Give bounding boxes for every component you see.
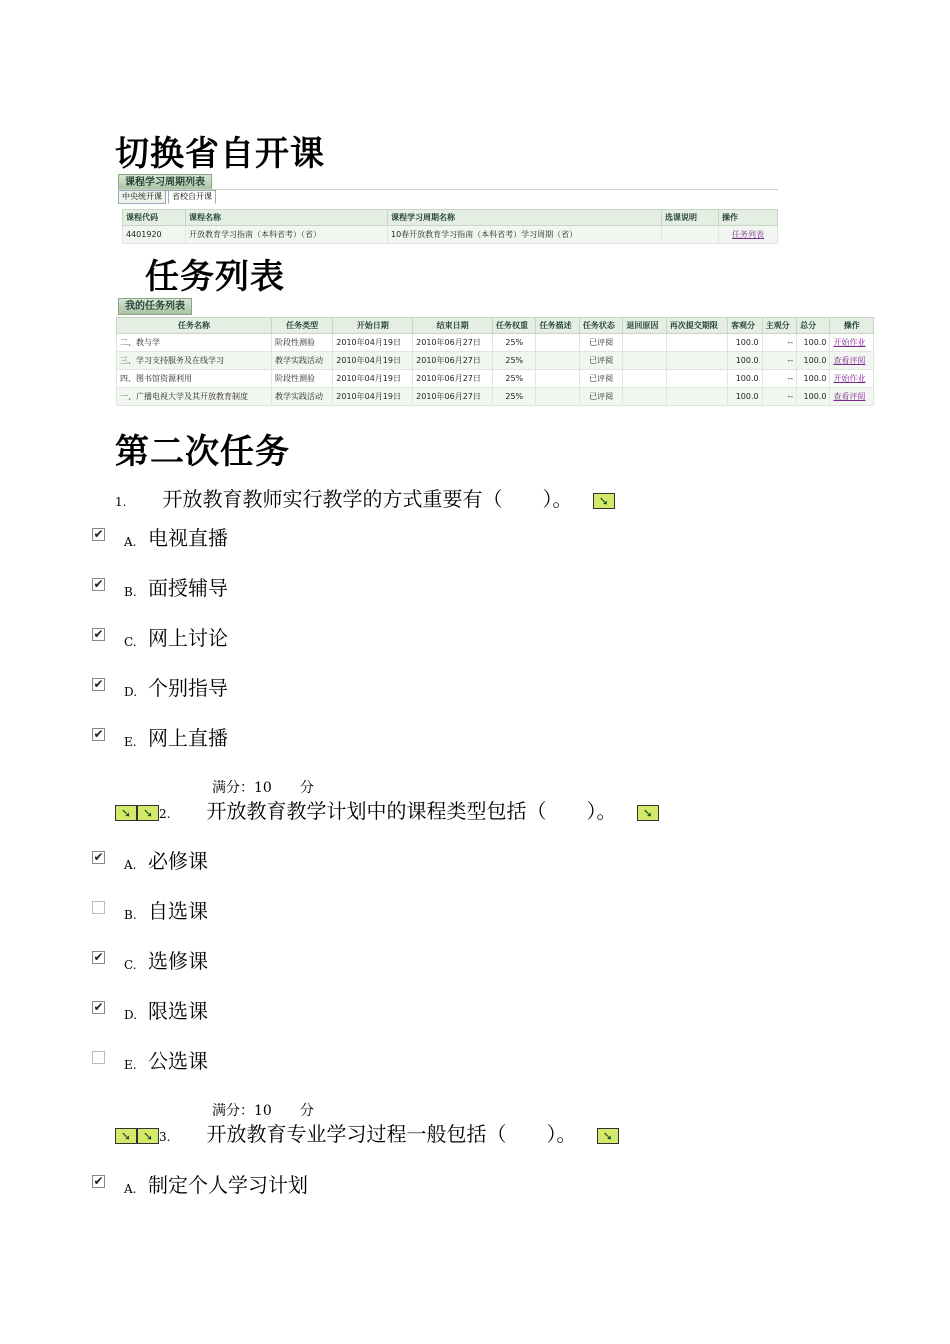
cell-selection-note bbox=[662, 226, 719, 244]
task-panel-title: 我的任务列表 bbox=[118, 298, 192, 315]
cell-status: 已评阅 bbox=[579, 370, 622, 388]
option-text: 自选课 bbox=[148, 899, 208, 923]
header-status: 任务状态 bbox=[579, 318, 622, 334]
cell-subjective-score: -- bbox=[762, 388, 797, 406]
cell-task-type: 阶段性测验 bbox=[272, 334, 333, 352]
cell-description bbox=[536, 370, 579, 388]
cell-course-code: 4401920 bbox=[123, 226, 186, 244]
cell-total-score: 100.0 bbox=[797, 334, 830, 352]
cell-objective-score: 100.0 bbox=[728, 334, 763, 352]
table-row bbox=[117, 388, 874, 406]
question-text: 开放教育教学计划中的课程类型包括（ ）。 bbox=[206, 799, 617, 823]
cell-resubmit-deadline bbox=[666, 370, 727, 388]
checkbox-unchecked[interactable] bbox=[92, 901, 105, 914]
header-total-score: 总分 bbox=[797, 318, 830, 334]
option-text: 选修课 bbox=[148, 949, 208, 973]
option-letter: E. bbox=[124, 1058, 137, 1072]
option-text: 限选课 bbox=[148, 999, 208, 1023]
cell-status: 已评阅 bbox=[579, 334, 622, 352]
arrow-icon[interactable]: ➘ bbox=[137, 1128, 159, 1144]
header-action: 操作 bbox=[719, 210, 778, 226]
header-task-type: 任务类型 bbox=[272, 318, 333, 334]
question-2 bbox=[115, 798, 659, 827]
option-text: 网上讨论 bbox=[148, 626, 228, 650]
arrow-icon[interactable]: ➘ bbox=[637, 805, 659, 821]
header-task-name: 任务名称 bbox=[117, 318, 272, 334]
full-score-label: 满分：10 分 bbox=[212, 780, 314, 796]
question-number: 2. bbox=[159, 807, 171, 821]
cell-status: 已评阅 bbox=[579, 388, 622, 406]
header-cycle-name: 课程学习周期名称 bbox=[388, 210, 662, 226]
arrow-icon[interactable]: ➘ bbox=[115, 1128, 137, 1144]
option-letter: D. bbox=[124, 1008, 138, 1022]
option-letter: A. bbox=[124, 1182, 137, 1196]
cell-weight: 25% bbox=[493, 370, 536, 388]
switch-course-heading: 切换省自开课 bbox=[115, 134, 325, 174]
cell-start-date: 2010年04月19日 bbox=[333, 388, 413, 406]
second-task-heading: 第二次任务 bbox=[115, 432, 290, 472]
table-row bbox=[123, 226, 778, 244]
cell-resubmit-deadline bbox=[666, 334, 727, 352]
arrow-icon[interactable]: ➘ bbox=[597, 1128, 619, 1144]
header-resubmit-deadline: 再次提交期限 bbox=[666, 318, 727, 334]
cell-weight: 25% bbox=[493, 352, 536, 370]
view-review-link[interactable]: 查看评阅 bbox=[833, 356, 866, 365]
cell-status: 已评阅 bbox=[579, 352, 622, 370]
start-homework-link[interactable]: 开始作业 bbox=[833, 374, 866, 383]
table-row bbox=[117, 352, 874, 370]
cell-description bbox=[536, 352, 579, 370]
table-row bbox=[117, 370, 874, 388]
header-return-reason: 退回原因 bbox=[623, 318, 666, 334]
checkbox-checked[interactable]: ✔ bbox=[93, 950, 104, 964]
arrow-icon[interactable]: ➘ bbox=[593, 493, 615, 509]
checkbox-checked[interactable]: ✔ bbox=[93, 627, 104, 641]
header-course-name: 课程名称 bbox=[186, 210, 388, 226]
start-homework-link[interactable]: 开始作业 bbox=[833, 338, 866, 347]
arrow-icon[interactable]: ➘ bbox=[115, 805, 137, 821]
option-letter: B. bbox=[124, 908, 137, 922]
question-number: 3. bbox=[159, 1130, 171, 1144]
cell-total-score: 100.0 bbox=[797, 352, 830, 370]
cell-return-reason bbox=[623, 388, 666, 406]
checkbox-checked[interactable]: ✔ bbox=[93, 677, 104, 691]
header-objective-score: 客观分 bbox=[728, 318, 763, 334]
cell-weight: 25% bbox=[493, 388, 536, 406]
question-number: 1. bbox=[115, 495, 127, 509]
cell-task-name: 三、学习支持服务及在线学习 bbox=[117, 352, 272, 370]
cell-cycle-name: 10春开放教育学习指南（本科省考）学习周期（省） bbox=[388, 226, 662, 244]
question-text: 开放教育专业学习过程一般包括（ ）。 bbox=[206, 1122, 577, 1146]
option-letter: E. bbox=[124, 735, 137, 749]
header-end-date: 结束日期 bbox=[413, 318, 493, 334]
cell-description bbox=[536, 334, 579, 352]
checkbox-checked[interactable]: ✔ bbox=[93, 1174, 104, 1188]
cell-description bbox=[536, 388, 579, 406]
cell-task-type: 教学实践活动 bbox=[272, 352, 333, 370]
cell-end-date: 2010年06月27日 bbox=[413, 334, 493, 352]
option-text: 个别指导 bbox=[148, 676, 228, 700]
cell-total-score: 100.0 bbox=[797, 370, 830, 388]
task-list-heading: 任务列表 bbox=[145, 257, 285, 297]
cell-task-type: 教学实践活动 bbox=[272, 388, 333, 406]
table-header bbox=[123, 210, 778, 226]
view-review-link[interactable]: 查看评阅 bbox=[833, 392, 866, 401]
cell-resubmit-deadline bbox=[666, 352, 727, 370]
cell-task-name: 一、广播电视大学及其开放教育制度 bbox=[117, 388, 272, 406]
checkbox-checked[interactable]: ✔ bbox=[93, 1000, 104, 1014]
cell-weight: 25% bbox=[493, 334, 536, 352]
cell-end-date: 2010年06月27日 bbox=[413, 352, 493, 370]
header-start-date: 开始日期 bbox=[333, 318, 413, 334]
option-letter: D. bbox=[124, 685, 138, 699]
cell-start-date: 2010年04月19日 bbox=[333, 334, 413, 352]
option-letter: C. bbox=[124, 635, 137, 649]
cell-total-score: 100.0 bbox=[797, 388, 830, 406]
header-course-code: 课程代码 bbox=[123, 210, 186, 226]
cell-task-type: 阶段性测验 bbox=[272, 370, 333, 388]
tab-central-course[interactable]: 中央统开课 bbox=[118, 190, 166, 204]
header-description: 任务描述 bbox=[536, 318, 579, 334]
cell-task-name: 四、图书馆资源利用 bbox=[117, 370, 272, 388]
option-text: 面授辅导 bbox=[148, 576, 228, 600]
task-table bbox=[116, 317, 874, 406]
header-weight: 任务权重 bbox=[493, 318, 536, 334]
option-letter: A. bbox=[124, 535, 137, 549]
option-text: 网上直播 bbox=[148, 726, 228, 750]
option-letter: B. bbox=[124, 585, 137, 599]
arrow-icon[interactable]: ➘ bbox=[137, 805, 159, 821]
checkbox-unchecked[interactable] bbox=[92, 1051, 105, 1064]
table-header bbox=[117, 318, 874, 334]
cell-course-name: 开放教育学习指南（本科省考）（省） bbox=[186, 226, 388, 244]
option-text: 制定个人学习计划 bbox=[148, 1173, 308, 1197]
option-letter: A. bbox=[124, 858, 137, 872]
checkbox-checked[interactable]: ✔ bbox=[93, 527, 104, 541]
header-subjective-score: 主观分 bbox=[762, 318, 797, 334]
checkbox-checked[interactable]: ✔ bbox=[93, 850, 104, 864]
cell-objective-score: 100.0 bbox=[728, 388, 763, 406]
cell-end-date: 2010年06月27日 bbox=[413, 388, 493, 406]
cell-subjective-score: -- bbox=[762, 370, 797, 388]
full-score-label: 满分：10 分 bbox=[212, 1103, 314, 1119]
cell-objective-score: 100.0 bbox=[728, 370, 763, 388]
cell-return-reason bbox=[623, 370, 666, 388]
course-tabs bbox=[118, 190, 218, 204]
course-cycle-panel-title: 课程学习周期列表 bbox=[118, 174, 212, 191]
option-text: 公选课 bbox=[148, 1049, 208, 1073]
cell-start-date: 2010年04月19日 bbox=[333, 352, 413, 370]
cell-start-date: 2010年04月19日 bbox=[333, 370, 413, 388]
cell-subjective-score: -- bbox=[762, 352, 797, 370]
header-action: 操作 bbox=[830, 318, 874, 334]
cell-end-date: 2010年06月27日 bbox=[413, 370, 493, 388]
table-row bbox=[117, 334, 874, 352]
tab-provincial-course[interactable]: 省校自开课 bbox=[168, 190, 216, 204]
question-3 bbox=[115, 1121, 619, 1150]
header-selection-note: 选课说明 bbox=[662, 210, 719, 226]
checkbox-checked[interactable]: ✔ bbox=[93, 727, 104, 741]
option-letter: C. bbox=[124, 958, 137, 972]
task-list-link[interactable]: 任务列表 bbox=[732, 230, 764, 239]
cell-subjective-score: -- bbox=[762, 334, 797, 352]
cell-resubmit-deadline bbox=[666, 388, 727, 406]
cell-return-reason bbox=[623, 334, 666, 352]
checkbox-checked[interactable]: ✔ bbox=[93, 577, 104, 591]
option-text: 电视直播 bbox=[148, 526, 228, 550]
option-text: 必修课 bbox=[148, 849, 208, 873]
course-cycle-table bbox=[122, 209, 778, 244]
cell-return-reason bbox=[623, 352, 666, 370]
question-1 bbox=[115, 486, 615, 515]
question-text: 开放教育教师实行教学的方式重要有（ ）。 bbox=[162, 487, 573, 511]
cell-objective-score: 100.0 bbox=[728, 352, 763, 370]
cell-task-name: 二、教与学 bbox=[117, 334, 272, 352]
